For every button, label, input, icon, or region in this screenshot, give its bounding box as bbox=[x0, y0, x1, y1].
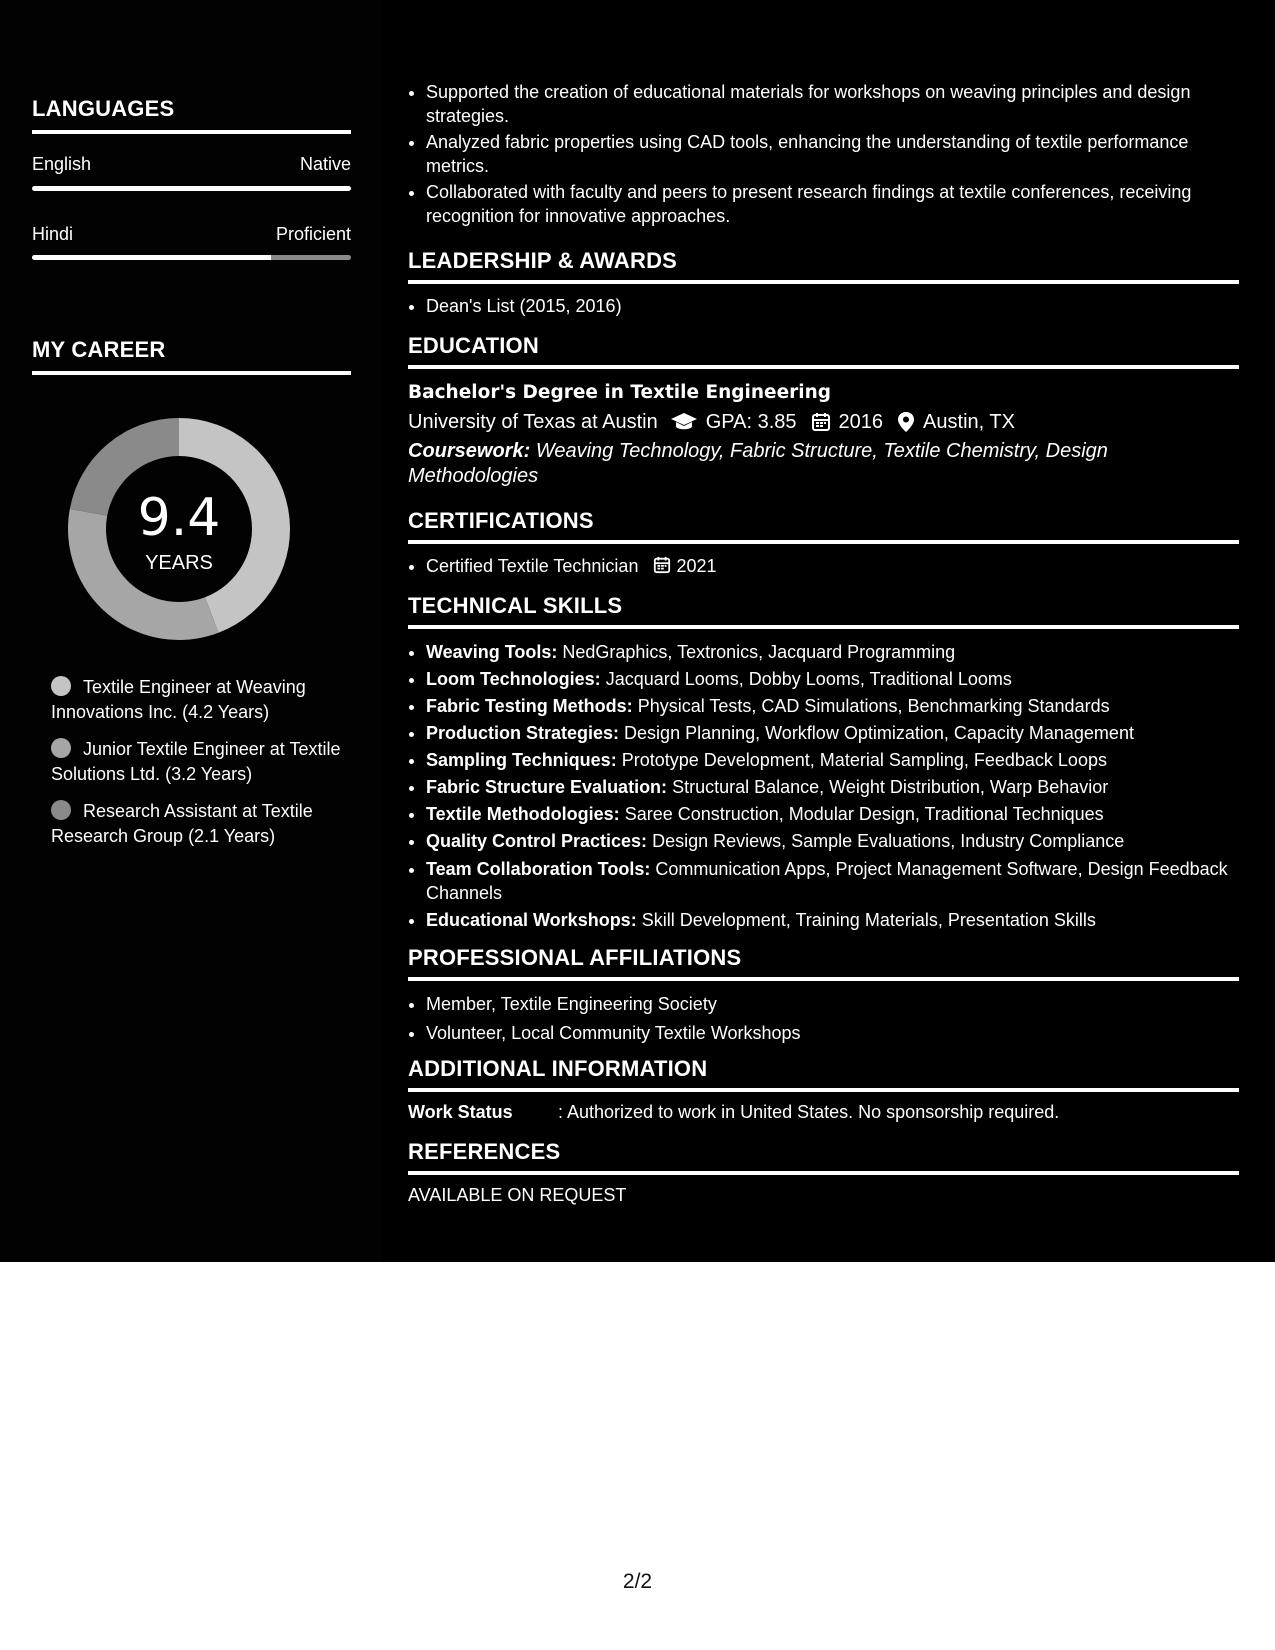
list-item: • Dean's List (2015, 2016) bbox=[426, 294, 1239, 318]
section-title: EDUCATION bbox=[408, 333, 1239, 369]
career-unit-label: YEARS bbox=[145, 552, 213, 574]
education-section bbox=[408, 333, 1239, 489]
language-level: Native bbox=[299, 154, 351, 174]
certifications-section bbox=[408, 508, 1239, 580]
skill-item: • Textile Methodologies: Saree Construction, Modular Design, Traditional Techniques bbox=[426, 801, 1239, 828]
work-status-label: Work Status bbox=[408, 1102, 513, 1122]
language-bar-english bbox=[32, 186, 351, 191]
additional-info-section bbox=[408, 1056, 1239, 1123]
calendar-icon bbox=[811, 412, 831, 432]
list-item: • Collaborated with faculty and peers to present research findings at textile conferences, receiving recognition for innovative approaches. bbox=[426, 180, 1239, 228]
list-item: • Volunteer, Local Community Textile Workshops bbox=[426, 1020, 1239, 1047]
certification-year: 2021 bbox=[676, 556, 717, 576]
list-item: • Analyzed fabric properties using CAD tools, enhancing the understanding of textile performance metrics. bbox=[426, 130, 1239, 178]
work-status-value: : Authorized to work in United States. No sponsorship required. bbox=[558, 1102, 1060, 1122]
section-title: PROFESSIONAL AFFILIATIONS bbox=[408, 945, 1239, 981]
coursework bbox=[408, 439, 1239, 489]
experience-bullets bbox=[408, 80, 1239, 228]
affiliations-section bbox=[408, 945, 1239, 1049]
career-item: Research Assistant at Textile Research Group (2.1 Years) bbox=[51, 801, 313, 846]
legend-dot-icon bbox=[51, 676, 71, 696]
career-donut-chart bbox=[60, 410, 298, 648]
graduation-cap-icon bbox=[670, 412, 698, 432]
gpa: GPA: 3.85 bbox=[705, 411, 797, 433]
legend-dot-icon bbox=[51, 738, 71, 758]
coursework-list: Weaving Technology, Fabric Structure, Textile Chemistry, Design Methodologies bbox=[408, 440, 1108, 487]
education-meta bbox=[408, 407, 1239, 437]
school-location: Austin, TX bbox=[923, 411, 1015, 433]
skill-item: • Quality Control Practices: Design Reviews, Sample Evaluations, Industry Compliance bbox=[426, 828, 1239, 855]
legend-dot-icon bbox=[51, 800, 71, 820]
page-number: 2/2 bbox=[622, 1570, 653, 1593]
section-title: CERTIFICATIONS bbox=[408, 508, 1239, 544]
career-item: Junior Textile Engineer at Textile Solutions Ltd. (3.2 Years) bbox=[51, 739, 341, 784]
career-list bbox=[51, 675, 341, 861]
skill-item: • Fabric Testing Methods: Physical Tests, CAD Simulations, Benchmarking Standards bbox=[426, 693, 1239, 720]
location-pin-icon bbox=[897, 411, 915, 433]
section-title: TECHNICAL SKILLS bbox=[408, 593, 1239, 629]
skill-item: • Team Collaboration Tools: Communication Apps, Project Management Software, Design Feedback Channels bbox=[426, 857, 1239, 905]
work-status-row bbox=[408, 1102, 1239, 1123]
graduation-year: 2016 bbox=[838, 411, 884, 433]
language-row-hindi bbox=[32, 224, 351, 245]
sidebar bbox=[0, 0, 382, 1262]
skills-list bbox=[408, 639, 1239, 934]
language-row-english bbox=[32, 154, 351, 175]
career-heading: MY CAREER bbox=[32, 337, 351, 375]
skills-section bbox=[408, 593, 1239, 934]
list-item bbox=[426, 554, 1239, 578]
skill-item: • Fabric Structure Evaluation: Structural Balance, Weight Distribution, Warp Behavior bbox=[426, 774, 1239, 801]
certification-name: Certified Textile Technician bbox=[426, 556, 639, 576]
coursework-label: Coursework: bbox=[408, 440, 531, 462]
leadership-section bbox=[408, 248, 1239, 320]
list-item: • Member, Textile Engineering Society bbox=[426, 991, 1239, 1018]
experience-continued bbox=[408, 80, 1239, 230]
language-name: English bbox=[32, 154, 92, 174]
section-title: ADDITIONAL INFORMATION bbox=[408, 1056, 1239, 1092]
skill-item: • Production Strategies: Design Planning, Workflow Optimization, Capacity Management bbox=[426, 720, 1239, 747]
career-total-years: 9.4 bbox=[137, 488, 221, 548]
skill-item: • Educational Workshops: Skill Development, Training Materials, Presentation Skills bbox=[426, 907, 1239, 934]
language-name: Hindi bbox=[32, 224, 74, 244]
skill-item: • Sampling Techniques: Prototype Development, Material Sampling, Feedback Loops bbox=[426, 747, 1239, 774]
references-text: AVAILABLE ON REQUEST bbox=[408, 1185, 627, 1205]
section-title: LEADERSHIP & AWARDS bbox=[408, 248, 1239, 284]
list-item: • Supported the creation of educational materials for workshops on weaving principles and design strategies. bbox=[426, 80, 1239, 128]
degree-title: Bachelor's Degree in Textile Engineering bbox=[408, 382, 832, 403]
language-level: Proficient bbox=[275, 224, 351, 244]
skill-item: • Loom Technologies: Jacquard Looms, Dobby Looms, Traditional Looms bbox=[426, 666, 1239, 693]
skill-item: • Weaving Tools: NedGraphics, Textronics, Jacquard Programming bbox=[426, 639, 1239, 666]
references-section bbox=[408, 1139, 1239, 1206]
school-name: University of Texas at Austin bbox=[408, 411, 658, 433]
languages-heading: LANGUAGES bbox=[32, 96, 351, 134]
language-bar-hindi bbox=[32, 255, 351, 260]
calendar-icon bbox=[653, 556, 671, 574]
career-item: Textile Engineer at Weaving Innovations Inc. (4.2 Years) bbox=[51, 677, 306, 722]
section-title: REFERENCES bbox=[408, 1139, 1239, 1175]
